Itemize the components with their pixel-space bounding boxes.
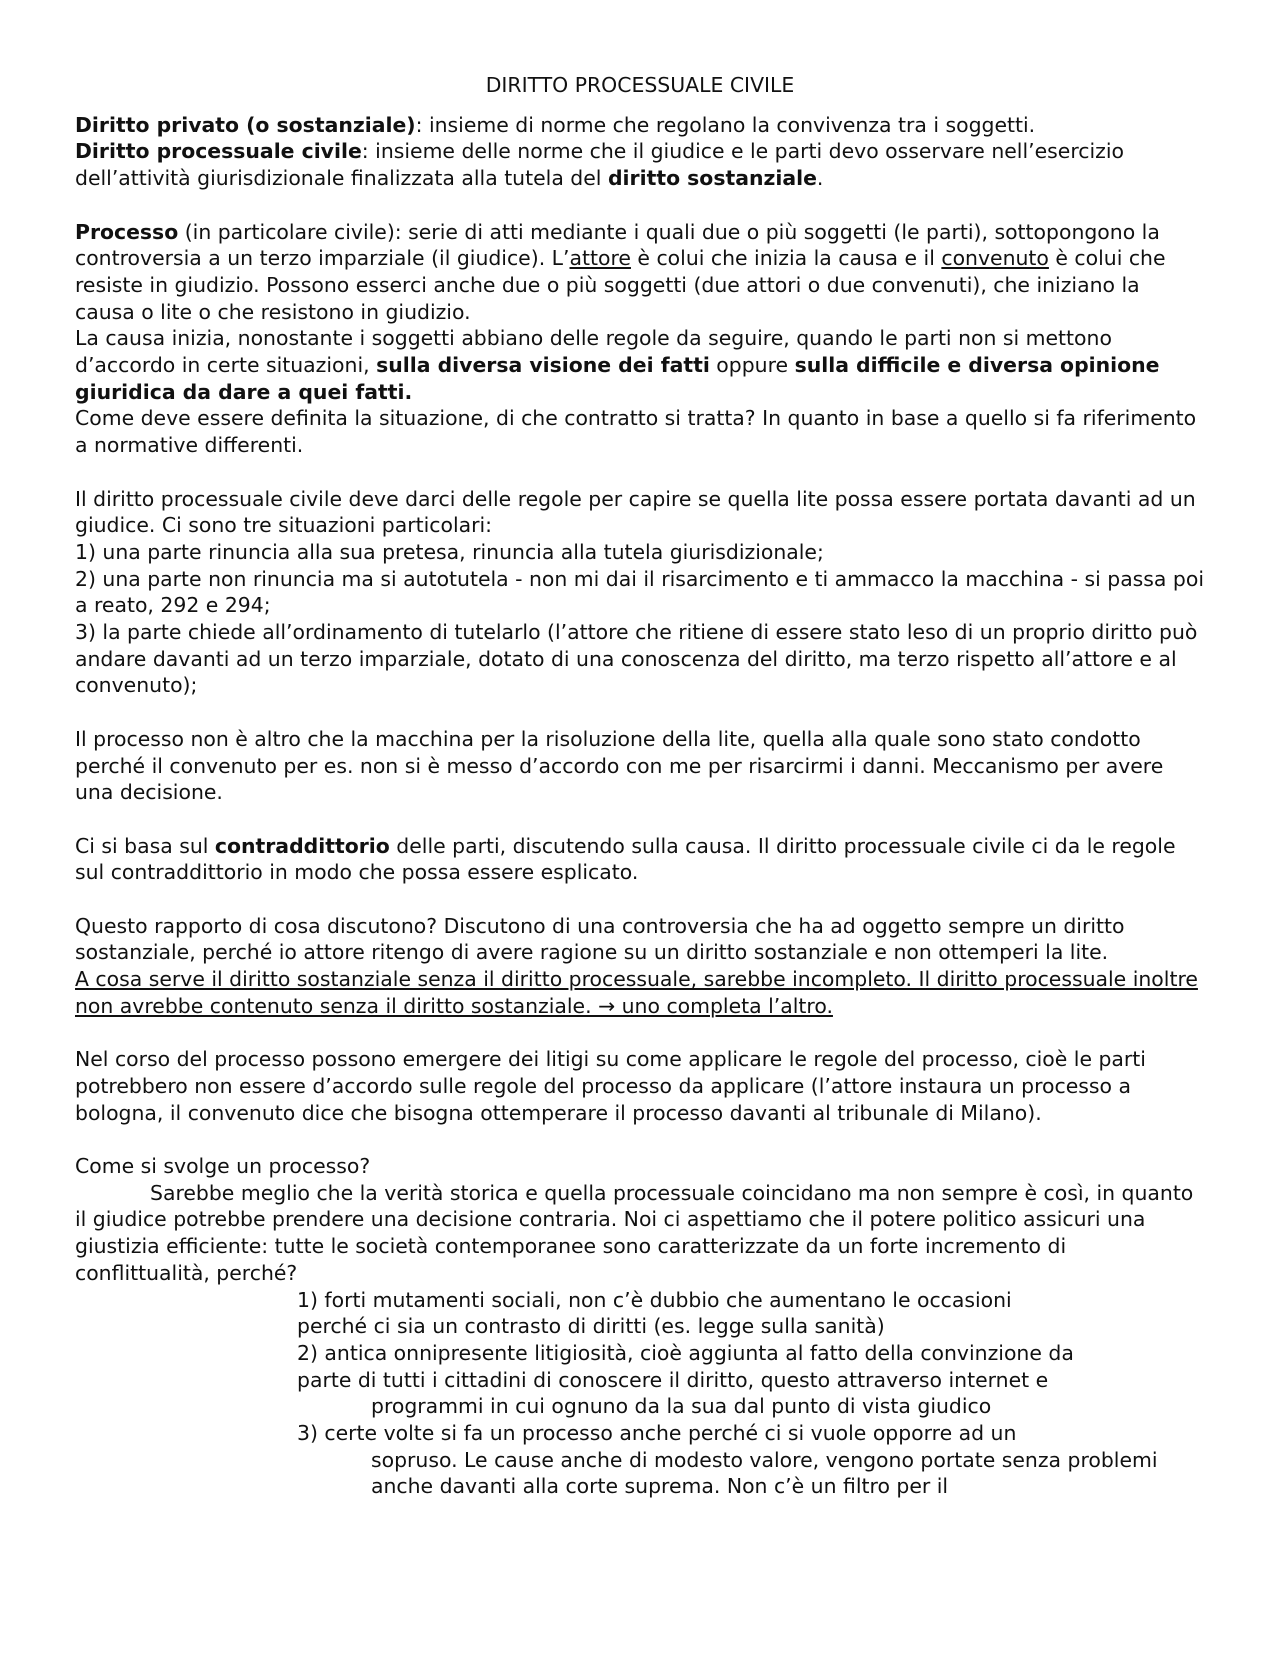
list-item: 2) antica onnipresente litigiosità, cioè aggiunta al fatto della convinzione da parte di tutti i cittadini di conoscere il diritto, questo attraverso internet e programmi in cui ognuno da la sua dal punto di vista giudico	[297, 1340, 1074, 1419]
term-diritto-privato: Diritto privato (o sostanziale)	[75, 112, 416, 137]
document-page	[75, 72, 1205, 1500]
term-diritto-sostanziale: diritto sostanziale	[607, 166, 817, 191]
paragraph-rapporto: Questo rapporto di cosa discutono? Discutono di una controversia che ha ad oggetto sempre un diritto sostanziale, perché io attore ritengo di avere ragione su un diritto sostanziale e non ottemperi la lite.	[75, 913, 1125, 965]
paragraph-underlined-conclusion: A cosa serve il diritto sostanziale senza il diritto processuale, sarebbe incompleto. Il diritto processuale inoltre non avrebbe contenuto senza il diritto sostanziale. → uno completa l’altro.	[75, 967, 1198, 1018]
paragraph-regole: Il diritto processuale civile deve darci delle regole per capire se quella lite possa essere portata davanti ad un giudice. Ci sono tre situazioni particolari:	[75, 486, 1196, 538]
paragraph-question: Come si svolge un processo?	[75, 1154, 371, 1179]
list-item: 1) una parte rinuncia alla sua pretesa, rinuncia alla tutela giurisdizionale;	[75, 539, 824, 564]
list-item: 3) certe volte si fa un processo anche perché ci si vuole opporre ad un sopruso. Le cause anche di modesto valore, vengono portate senza problemi anche davanti alla corte suprema. Non c’è un filtro per il	[297, 1421, 1158, 1499]
paragraph-contraddittorio: Ci si basa sul contraddittorio delle parti, discutendo sulla causa. Il diritto processuale civile ci da le regole sul contraddittorio in modo che possa essere esplicato.	[75, 833, 1176, 885]
paragraph-definitions: Diritto privato (o sostanziale): insieme di norme che regolano la convivenza tra i soggetti. Diritto processuale civile: insieme delle norme che il giudice e le parti devo osservare nell’esercizio dell’attività giurisdizionale finalizzata alla tutela del diritto sostanziale.	[75, 112, 1124, 191]
term-convenuto: convenuto	[941, 246, 1049, 271]
term-processo: Processo	[75, 219, 179, 244]
paragraph-processo: Processo (in particolare civile): serie di atti mediante i quali due o più soggetti (le parti), sottopongono la controversia a un terzo imparziale (il giudice). L’attore è colui che inizia la causa e il convenuto è colui che resiste in giudizio. Possono esserci anche due o più soggetti (due attori o due convenuti), che iniziano la causa o lite o che resistono in giudizio.	[75, 219, 1166, 324]
paragraph-verita: Sarebbe meglio che la verità storica e quella processuale coincidano ma non sempre è così, in quanto il giudice potrebbe prendere una decisione contraria. Noi ci aspettiamo che il potere politico assicuri una giustizia efficiente: tutte le società contemporanee sono caratterizzate da un forte incremento di conflittualità, perché?	[75, 1180, 1194, 1285]
list-item: 3) la parte chiede all’ordinamento di tutelarlo (l’attore che ritiene di essere stato leso di un proprio diritto può andare davanti ad un terzo imparziale, dotato di una conoscenza del diritto, ma terzo rispetto all’attore e al convenuto);	[75, 620, 1198, 698]
list-item: 2) una parte non rinuncia ma si autotutela - non mi dai il risarcimento e ti ammacco la macchina - si passa poi a reato, 292 e 294;	[75, 566, 1204, 618]
list-item: 1) forti mutamenti sociali, non c’è dubbio che aumentano le occasioni perché ci sia un contrasto di diritti (es. legge sulla sanità)	[297, 1287, 1012, 1339]
paragraph-causa: La causa inizia, nonostante i soggetti abbiano delle regole da seguire, quando le parti non si mettono d’accordo in certe situazioni, sulla diversa visione dei fatti oppure sulla difficile e diversa opinione giuridica da dare a quei fatti.	[75, 326, 1160, 404]
paragraph-macchina: Il processo non è altro che la macchina per la risoluzione della lite, quella alla quale sono stato condotto perché il convenuto per es. non si è messo d’accordo con me per risarcirmi i danni. Meccanismo per avere una decisione.	[75, 726, 1164, 805]
paragraph-litigi: Nel corso del processo possono emergere dei litigi su come applicare le regole del processo, cioè le parti potrebbero non essere d’accordo sulle regole del processo da applicare (l’attore instaura un processo a bologna, il convenuto dice che bisogna ottemperare il processo davanti al tribunale di Milano).	[75, 1047, 1146, 1125]
term-diritto-processuale: Diritto processuale civile	[75, 139, 362, 164]
reasons-list	[297, 1287, 1205, 1501]
term-attore: attore	[569, 246, 631, 271]
paragraph-situazione: Come deve essere definita la situazione, di che contratto si tratta? In quanto in base a quello si fa riferimento a normative differenti.	[75, 406, 1197, 458]
term-contraddittorio: contraddittorio	[214, 833, 390, 858]
document-title: DIRITTO PROCESSUALE CIVILE	[485, 73, 795, 97]
